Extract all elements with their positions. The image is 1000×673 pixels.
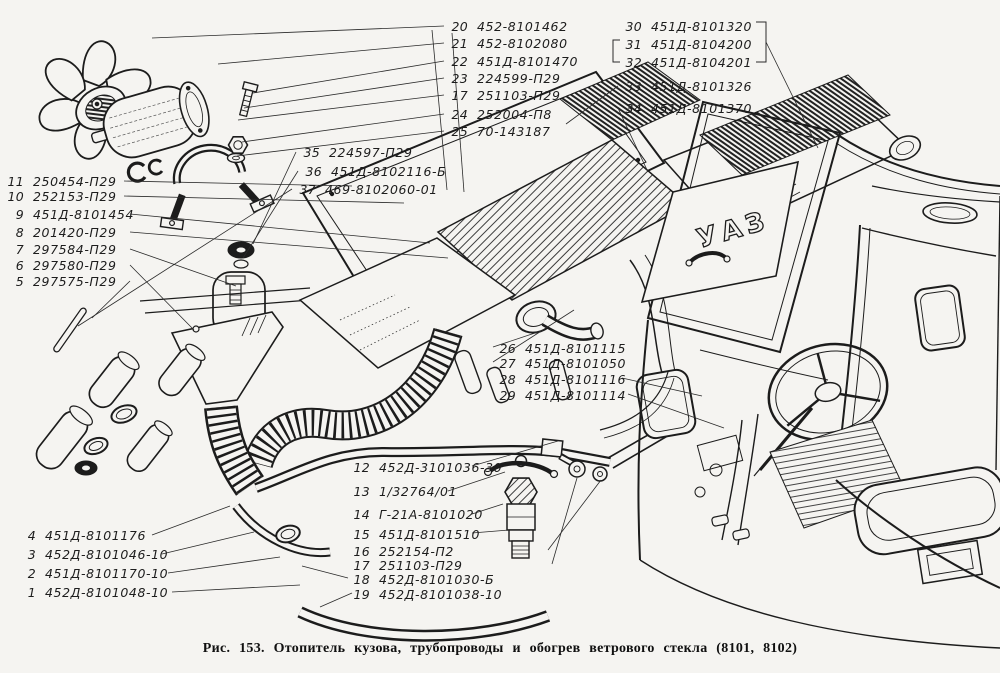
figure-caption: Рис. 153. Отопитель кузова, трубопроводы и обогрев ветрового стекла (8101, 8102) (202, 641, 798, 656)
callout-24 (448, 108, 552, 122)
callout-number: 32 (625, 55, 642, 70)
callout-7 (4, 243, 117, 257)
callout-15 (350, 528, 480, 542)
callout-number: 27 (499, 356, 516, 371)
callout-number: 19 (353, 587, 370, 602)
corrugated-hose-main (258, 332, 448, 464)
callout-20 (448, 20, 568, 34)
part-number: 224599-П29 (477, 71, 561, 86)
part-number: Г-21А-8101020 (379, 507, 483, 522)
callout-2 (16, 567, 168, 581)
part-number: 452Д-8101038-10 (379, 587, 503, 602)
callout-14 (350, 508, 483, 522)
part-number: 452-8102080 (477, 36, 568, 51)
part-number: 201420-П29 (33, 225, 117, 240)
part-number: 451Д-8104200 (651, 37, 753, 52)
part-number: 451Д-8102116-Б (331, 164, 447, 179)
corrugated-elbow (221, 407, 250, 486)
callout-36 (302, 165, 446, 179)
callout-8 (4, 226, 117, 240)
callout-18 (350, 573, 494, 587)
motor-clamp-bracket (148, 138, 275, 233)
callout-9 (4, 208, 134, 222)
part-number: 252154-П2 (379, 544, 454, 559)
callout-26 (496, 342, 626, 356)
uaz-badge-text: УАЗ (693, 205, 773, 255)
callout-number: 24 (451, 107, 468, 122)
part-number: 469-8102060-01 (325, 182, 438, 197)
callout-number: 5 (15, 274, 24, 289)
callout-number: 21 (451, 36, 468, 51)
callout-number: 15 (353, 527, 370, 542)
callout-25 (448, 125, 551, 139)
callout-number: 14 (353, 507, 370, 522)
callout-number: 36 (305, 164, 322, 179)
callout-37 (296, 183, 438, 197)
callout-16 (350, 545, 454, 559)
part-number: 451Д-8101370 (651, 101, 753, 116)
part-number: 451Д-8101320 (651, 19, 753, 34)
callout-number: 13 (353, 484, 370, 499)
callout-30 (622, 20, 752, 34)
callout-23 (448, 72, 561, 86)
callout-27 (496, 357, 626, 371)
part-number: 451Д-8101115 (525, 341, 627, 356)
callout-6 (4, 259, 117, 273)
callout-32 (622, 56, 752, 70)
callout-5 (4, 275, 117, 289)
pedals-and-levers (695, 414, 758, 545)
callout-number: 18 (353, 572, 370, 587)
callout-number: 17 (353, 558, 370, 573)
part-number: 451Д-8101116 (525, 372, 627, 387)
part-number: 451Д-8101454 (33, 207, 135, 222)
callout-1 (16, 586, 168, 600)
part-number: 452Д-8101046-10 (45, 547, 169, 562)
callout-number: 9 (15, 207, 24, 222)
callout-17b (350, 559, 463, 573)
callout-number: 26 (499, 341, 516, 356)
callout-number: 33 (625, 79, 642, 94)
callout-number: 37 (299, 182, 316, 197)
callout-number: 1 (27, 585, 36, 600)
callout-number: 34 (625, 101, 642, 116)
part-number: 297580-П29 (33, 258, 117, 273)
callout-number: 28 (499, 372, 516, 387)
callout-number: 23 (451, 71, 468, 86)
part-number: 224597-П29 (329, 145, 413, 160)
callout-29 (496, 389, 626, 403)
callout-number: 4 (27, 528, 36, 543)
part-number: 250454-П29 (33, 174, 117, 189)
callout-11 (4, 175, 117, 189)
callout-33 (622, 80, 752, 94)
part-number: 251103-П29 (379, 558, 463, 573)
part-number: 252153-П29 (33, 189, 117, 204)
callout-number: 2 (27, 566, 36, 581)
callout-17a (448, 89, 561, 103)
callout-22 (448, 55, 578, 69)
part-number: 452-8101462 (477, 19, 568, 34)
callout-number: 7 (15, 242, 24, 257)
part-number: 451Д-8101170-10 (45, 566, 169, 581)
part-number: 451Д-8101176 (45, 528, 147, 543)
callout-number: 6 (15, 258, 24, 273)
callout-number: 3 (27, 547, 36, 562)
callout-number: 30 (625, 19, 642, 34)
part-number: 252004-П8 (477, 107, 552, 122)
callout-number: 29 (499, 388, 516, 403)
callout-21 (448, 37, 568, 51)
callout-31 (622, 38, 752, 52)
callout-13 (350, 485, 457, 499)
part-number: 452Д-3101036-30 (379, 460, 503, 475)
part-number: 251103-П29 (477, 88, 561, 103)
callout-number: 25 (451, 124, 468, 139)
callout-number: 22 (451, 54, 468, 69)
callout-35 (300, 146, 413, 160)
callout-10 (4, 190, 117, 204)
callout-3 (16, 548, 168, 562)
part-number: 1/32764/01 (379, 484, 458, 499)
callout-number: 11 (7, 174, 24, 189)
callout-number: 10 (7, 189, 24, 204)
part-number: 297584-П29 (33, 242, 117, 257)
part-number: 451Д-8101470 (477, 54, 579, 69)
callout-12 (350, 461, 502, 475)
callout-number: 20 (451, 19, 468, 34)
callout-34 (622, 102, 752, 116)
part-number: 297575-П29 (33, 274, 117, 289)
callout-number: 35 (303, 145, 320, 160)
callout-19 (350, 588, 502, 602)
part-number: 451Д-8104201 (651, 55, 753, 70)
callout-number: 8 (15, 225, 24, 240)
part-number: 451Д-8101114 (525, 388, 627, 403)
part-number: 70-143187 (477, 124, 551, 139)
callout-number: 31 (625, 37, 642, 52)
part-number: 451Д-8101326 (651, 79, 753, 94)
callout-4 (16, 529, 146, 543)
part-number: 452Д-8101048-10 (45, 585, 169, 600)
part-number: 451Д-8101510 (379, 527, 481, 542)
part-number: 452Д-8101030-Б (379, 572, 495, 587)
part-number: 451Д-8101050 (525, 356, 627, 371)
callout-number: 16 (353, 544, 370, 559)
callout-28 (496, 373, 626, 387)
uaz-badge-panel (642, 162, 798, 302)
callout-number: 17 (451, 88, 468, 103)
callout-number: 12 (353, 460, 370, 475)
